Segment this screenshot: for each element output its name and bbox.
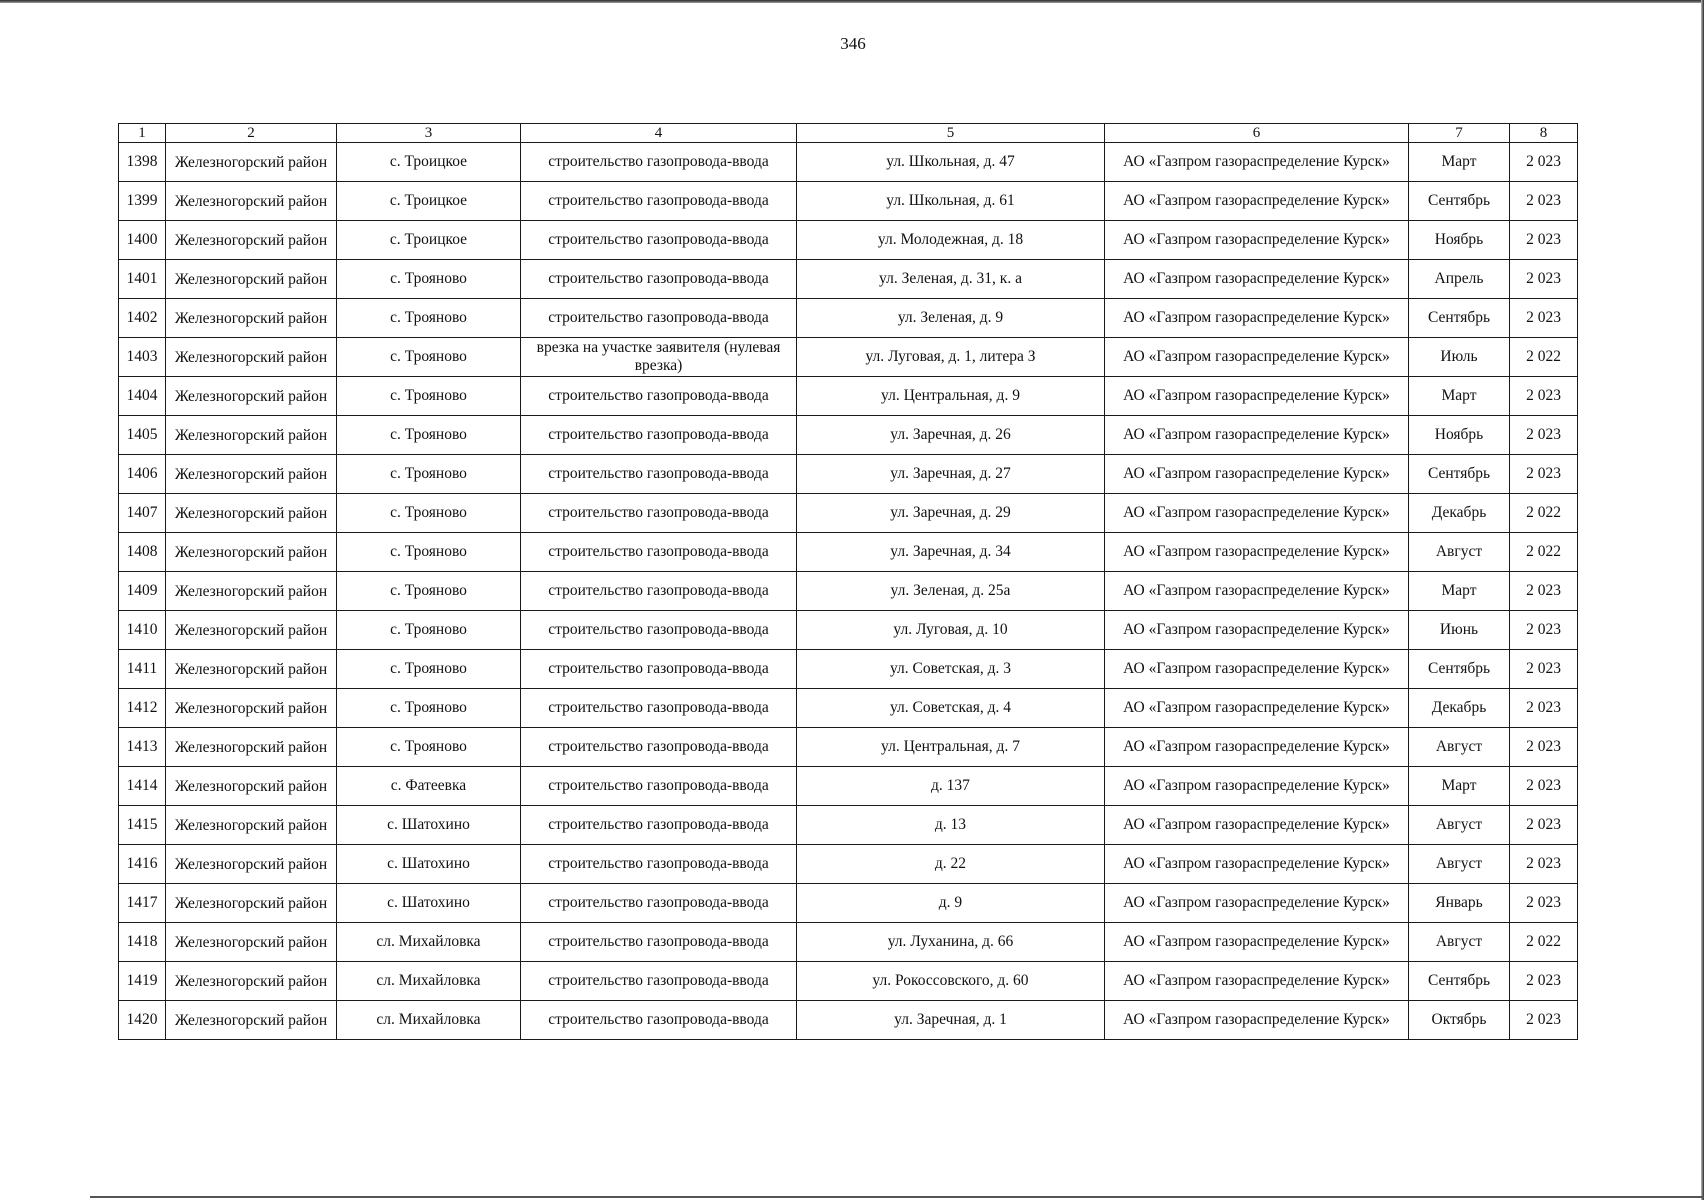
scan-edge-top [0,0,1704,3]
row-number-cell: 1408 [119,533,166,572]
address-cell: ул. Луговая, д. 10 [797,611,1105,650]
month-cell: Октябрь [1409,1001,1510,1040]
scan-edge-bottom [90,1196,1704,1198]
work-type-cell: строительство газопровода-ввода [521,221,797,260]
year-cell: 2 023 [1510,962,1578,1001]
settlement-cell: с. Троицкое [337,221,521,260]
column-header-5: 5 [797,124,1105,143]
address-cell: ул. Луханина, д. 66 [797,923,1105,962]
settlement-cell: с. Трояново [337,338,521,377]
month-cell: Сентябрь [1409,299,1510,338]
settlement-cell: с. Трояново [337,728,521,767]
district-cell: Железногорский район [166,1001,337,1040]
organization-cell: АО «Газпром газораспределение Курск» [1105,572,1409,611]
year-cell: 2 023 [1510,650,1578,689]
table-row [119,923,1578,962]
organization-cell: АО «Газпром газораспределение Курск» [1105,845,1409,884]
district-cell: Железногорский район [166,689,337,728]
address-cell: д. 22 [797,845,1105,884]
column-header-8: 8 [1510,124,1578,143]
year-cell: 2 023 [1510,806,1578,845]
row-number-cell: 1411 [119,650,166,689]
table-row [119,416,1578,455]
organization-cell: АО «Газпром газораспределение Курск» [1105,611,1409,650]
table-row [119,572,1578,611]
year-cell: 2 023 [1510,1001,1578,1040]
month-cell: Январь [1409,884,1510,923]
settlement-cell: с. Шатохино [337,845,521,884]
work-type-cell: строительство газопровода-ввода [521,689,797,728]
organization-cell: АО «Газпром газораспределение Курск» [1105,455,1409,494]
settlement-cell: с. Троицкое [337,143,521,182]
work-type-cell: строительство газопровода-ввода [521,767,797,806]
table-row [119,962,1578,1001]
row-number-cell: 1418 [119,923,166,962]
address-cell: ул. Заречная, д. 29 [797,494,1105,533]
address-cell: д. 9 [797,884,1105,923]
month-cell: Декабрь [1409,494,1510,533]
gasification-register-table [118,123,1578,1040]
year-cell: 2 023 [1510,377,1578,416]
organization-cell: АО «Газпром газораспределение Курск» [1105,689,1409,728]
row-number-cell: 1403 [119,338,166,377]
month-cell: Ноябрь [1409,221,1510,260]
month-cell: Март [1409,377,1510,416]
organization-cell: АО «Газпром газораспределение Курск» [1105,182,1409,221]
district-cell: Железногорский район [166,962,337,1001]
year-cell: 2 023 [1510,728,1578,767]
address-cell: ул. Молодежная, д. 18 [797,221,1105,260]
address-cell: ул. Луговая, д. 1, литера З [797,338,1105,377]
row-number-cell: 1404 [119,377,166,416]
column-header-4: 4 [521,124,797,143]
table-row [119,845,1578,884]
year-cell: 2 023 [1510,689,1578,728]
district-cell: Железногорский район [166,806,337,845]
year-cell: 2 023 [1510,182,1578,221]
row-number-cell: 1416 [119,845,166,884]
table-body [119,143,1578,1040]
work-type-cell: строительство газопровода-ввода [521,377,797,416]
table-row [119,182,1578,221]
month-cell: Сентябрь [1409,962,1510,1001]
row-number-cell: 1417 [119,884,166,923]
year-cell: 2 022 [1510,338,1578,377]
address-cell: ул. Школьная, д. 61 [797,182,1105,221]
district-cell: Железногорский район [166,299,337,338]
organization-cell: АО «Газпром газораспределение Курск» [1105,962,1409,1001]
organization-cell: АО «Газпром газораспределение Курск» [1105,260,1409,299]
settlement-cell: сл. Михайловка [337,962,521,1001]
district-cell: Железногорский район [166,143,337,182]
row-number-cell: 1401 [119,260,166,299]
month-cell: Август [1409,728,1510,767]
address-cell: ул. Зеленая, д. 31, к. а [797,260,1105,299]
work-type-cell: строительство газопровода-ввода [521,299,797,338]
column-header-3: 3 [337,124,521,143]
year-cell: 2 023 [1510,416,1578,455]
settlement-cell: сл. Михайловка [337,923,521,962]
column-header-7: 7 [1409,124,1510,143]
table-row [119,455,1578,494]
settlement-cell: с. Шатохино [337,884,521,923]
month-cell: Август [1409,845,1510,884]
work-type-cell: строительство газопровода-ввода [521,260,797,299]
address-cell: ул. Советская, д. 4 [797,689,1105,728]
address-cell: ул. Заречная, д. 27 [797,455,1105,494]
work-type-cell: строительство газопровода-ввода [521,1001,797,1040]
address-cell: ул. Рокоссовского, д. 60 [797,962,1105,1001]
organization-cell: АО «Газпром газораспределение Курск» [1105,416,1409,455]
settlement-cell: с. Трояново [337,494,521,533]
month-cell: Август [1409,923,1510,962]
year-cell: 2 023 [1510,572,1578,611]
address-cell: ул. Зеленая, д. 25а [797,572,1105,611]
district-cell: Железногорский район [166,767,337,806]
month-cell: Сентябрь [1409,182,1510,221]
district-cell: Железногорский район [166,884,337,923]
work-type-cell: строительство газопровода-ввода [521,494,797,533]
table-row [119,728,1578,767]
settlement-cell: с. Трояново [337,689,521,728]
year-cell: 2 023 [1510,845,1578,884]
row-number-cell: 1399 [119,182,166,221]
month-cell: Август [1409,533,1510,572]
settlement-cell: с. Фатеевка [337,767,521,806]
table-row [119,611,1578,650]
settlement-cell: сл. Михайловка [337,1001,521,1040]
address-cell: д. 13 [797,806,1105,845]
organization-cell: АО «Газпром газораспределение Курск» [1105,338,1409,377]
row-number-cell: 1398 [119,143,166,182]
table-row [119,494,1578,533]
table-row [119,767,1578,806]
table-row [119,338,1578,377]
district-cell: Железногорский район [166,416,337,455]
year-cell: 2 023 [1510,611,1578,650]
row-number-cell: 1405 [119,416,166,455]
settlement-cell: с. Трояново [337,572,521,611]
organization-cell: АО «Газпром газораспределение Курск» [1105,377,1409,416]
year-cell: 2 023 [1510,884,1578,923]
work-type-cell: строительство газопровода-ввода [521,728,797,767]
year-cell: 2 022 [1510,494,1578,533]
work-type-cell: строительство газопровода-ввода [521,416,797,455]
row-number-cell: 1400 [119,221,166,260]
row-number-cell: 1412 [119,689,166,728]
organization-cell: АО «Газпром газораспределение Курск» [1105,923,1409,962]
table-row [119,533,1578,572]
column-header-2: 2 [166,124,337,143]
year-cell: 2 023 [1510,455,1578,494]
settlement-cell: с. Троицкое [337,182,521,221]
organization-cell: АО «Газпром газораспределение Курск» [1105,728,1409,767]
year-cell: 2 023 [1510,260,1578,299]
row-number-cell: 1414 [119,767,166,806]
address-cell: ул. Советская, д. 3 [797,650,1105,689]
table-row [119,221,1578,260]
month-cell: Июнь [1409,611,1510,650]
row-number-cell: 1402 [119,299,166,338]
district-cell: Железногорский район [166,221,337,260]
district-cell: Железногорский район [166,572,337,611]
row-number-cell: 1420 [119,1001,166,1040]
year-cell: 2 022 [1510,923,1578,962]
year-cell: 2 022 [1510,533,1578,572]
work-type-cell: строительство газопровода-ввода [521,845,797,884]
row-number-cell: 1419 [119,962,166,1001]
organization-cell: АО «Газпром газораспределение Курск» [1105,143,1409,182]
month-cell: Август [1409,806,1510,845]
settlement-cell: с. Трояново [337,377,521,416]
address-cell: ул. Центральная, д. 7 [797,728,1105,767]
address-cell: ул. Центральная, д. 9 [797,377,1105,416]
work-type-cell: строительство газопровода-ввода [521,182,797,221]
settlement-cell: с. Трояново [337,416,521,455]
settlement-cell: с. Трояново [337,260,521,299]
table-row [119,806,1578,845]
work-type-cell: строительство газопровода-ввода [521,962,797,1001]
row-number-cell: 1415 [119,806,166,845]
table-row [119,299,1578,338]
column-header-6: 6 [1105,124,1409,143]
address-cell: ул. Заречная, д. 34 [797,533,1105,572]
table-row [119,1001,1578,1040]
year-cell: 2 023 [1510,299,1578,338]
organization-cell: АО «Газпром газораспределение Курск» [1105,533,1409,572]
address-cell: ул. Школьная, д. 47 [797,143,1105,182]
settlement-cell: с. Трояново [337,533,521,572]
month-cell: Март [1409,767,1510,806]
organization-cell: АО «Газпром газораспределение Курск» [1105,494,1409,533]
month-cell: Ноябрь [1409,416,1510,455]
settlement-cell: с. Трояново [337,650,521,689]
work-type-cell: строительство газопровода-ввода [521,650,797,689]
work-type-cell: строительство газопровода-ввода [521,143,797,182]
table-row [119,689,1578,728]
district-cell: Железногорский район [166,494,337,533]
column-header-1: 1 [119,124,166,143]
table-row [119,260,1578,299]
work-type-cell: строительство газопровода-ввода [521,806,797,845]
month-cell: Март [1409,572,1510,611]
district-cell: Железногорский район [166,455,337,494]
table-header-row [119,124,1578,143]
district-cell: Железногорский район [166,182,337,221]
month-cell: Декабрь [1409,689,1510,728]
page-number: 346 [840,34,866,53]
work-type-cell: строительство газопровода-ввода [521,923,797,962]
month-cell: Июль [1409,338,1510,377]
address-cell: ул. Зеленая, д. 9 [797,299,1105,338]
settlement-cell: с. Трояново [337,455,521,494]
district-cell: Железногорский район [166,923,337,962]
row-number-cell: 1407 [119,494,166,533]
organization-cell: АО «Газпром газораспределение Курск» [1105,221,1409,260]
address-cell: ул. Заречная, д. 1 [797,1001,1105,1040]
district-cell: Железногорский район [166,533,337,572]
settlement-cell: с. Трояново [337,299,521,338]
month-cell: Апрель [1409,260,1510,299]
month-cell: Март [1409,143,1510,182]
address-cell: ул. Заречная, д. 26 [797,416,1105,455]
settlement-cell: с. Трояново [337,611,521,650]
organization-cell: АО «Газпром газораспределение Курск» [1105,1001,1409,1040]
row-number-cell: 1406 [119,455,166,494]
table-row [119,377,1578,416]
address-cell: д. 137 [797,767,1105,806]
work-type-cell: строительство газопровода-ввода [521,533,797,572]
organization-cell: АО «Газпром газораспределение Курск» [1105,806,1409,845]
year-cell: 2 023 [1510,143,1578,182]
organization-cell: АО «Газпром газораспределение Курск» [1105,884,1409,923]
month-cell: Сентябрь [1409,650,1510,689]
district-cell: Железногорский район [166,611,337,650]
table-row [119,650,1578,689]
work-type-cell: врезка на участке заявителя (нулевая врезка) [521,338,797,377]
district-cell: Железногорский район [166,845,337,884]
district-cell: Железногорский район [166,728,337,767]
month-cell: Сентябрь [1409,455,1510,494]
work-type-cell: строительство газопровода-ввода [521,455,797,494]
work-type-cell: строительство газопровода-ввода [521,572,797,611]
table-row [119,143,1578,182]
settlement-cell: с. Шатохино [337,806,521,845]
work-type-cell: строительство газопровода-ввода [521,611,797,650]
district-cell: Железногорский район [166,338,337,377]
row-number-cell: 1410 [119,611,166,650]
year-cell: 2 023 [1510,221,1578,260]
organization-cell: АО «Газпром газораспределение Курск» [1105,299,1409,338]
row-number-cell: 1413 [119,728,166,767]
organization-cell: АО «Газпром газораспределение Курск» [1105,650,1409,689]
organization-cell: АО «Газпром газораспределение Курск» [1105,767,1409,806]
row-number-cell: 1409 [119,572,166,611]
district-cell: Железногорский район [166,377,337,416]
district-cell: Железногорский район [166,650,337,689]
work-type-cell: строительство газопровода-ввода [521,884,797,923]
year-cell: 2 023 [1510,767,1578,806]
district-cell: Железногорский район [166,260,337,299]
table-row [119,884,1578,923]
